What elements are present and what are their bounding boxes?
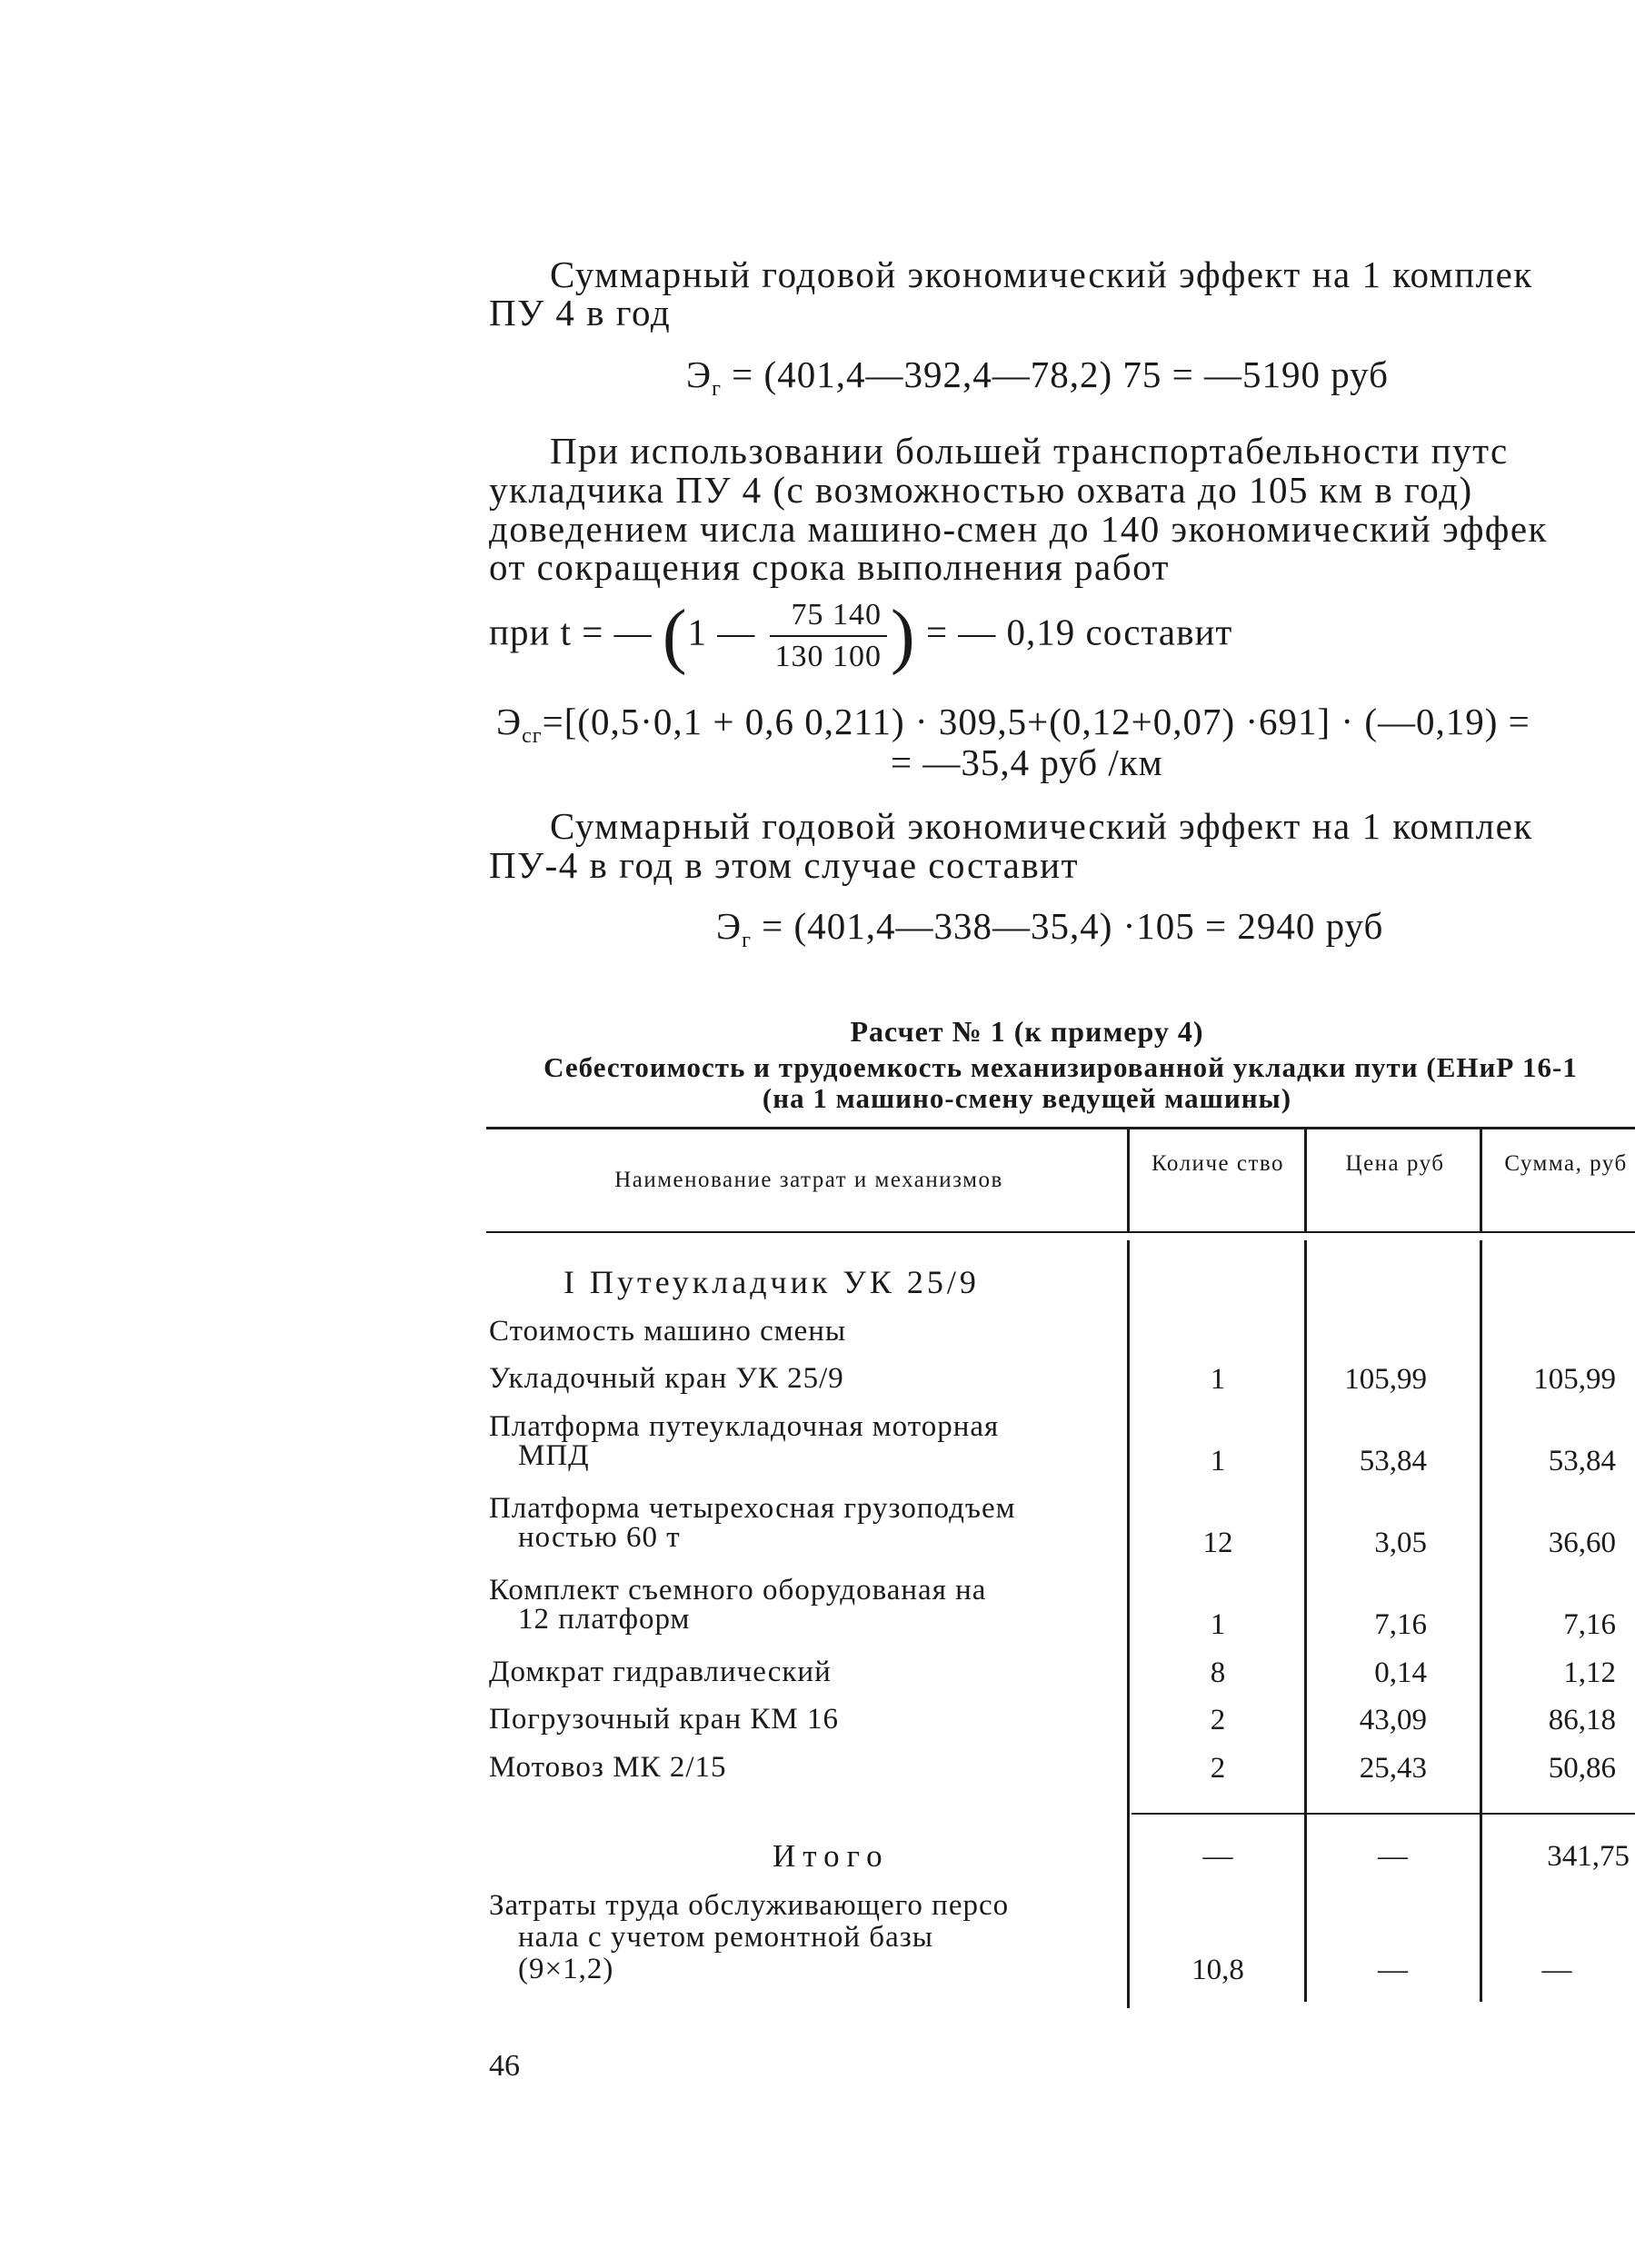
row-5-qty: 8 bbox=[1210, 1656, 1226, 1689]
paragraph-1-line-2: ПУ 4 в год bbox=[489, 292, 672, 333]
table-subcaption: (на 1 машино-смену ведущей машины) bbox=[762, 1082, 1292, 1114]
total-label: Итого bbox=[773, 1838, 890, 1874]
formula-t-coefficient: при t = — (1 — $\frac{75 140}{130 100}$ ) = — 0,19 составит bbox=[489, 596, 1233, 676]
header-divider-3 bbox=[1480, 1129, 1482, 1231]
column-divider-1-bottom bbox=[1127, 1826, 1130, 2008]
row-2-name-line-1: Платформа путеукладочная моторная bbox=[489, 1410, 1000, 1443]
table-top-rule bbox=[486, 1127, 1635, 1129]
labor-price: — bbox=[1378, 1954, 1408, 1986]
row-4-price: 7,16 bbox=[1374, 1608, 1427, 1641]
row-6-name: Погрузочный кран КМ 16 bbox=[489, 1703, 839, 1736]
row-2-qty: 1 bbox=[1210, 1445, 1226, 1477]
header-divider-2 bbox=[1304, 1129, 1307, 1231]
formula-annual-effect-2: $Э_г$ = (401,4—338—35,4) ·105 = 2940 руб bbox=[716, 905, 1384, 953]
row-7-qty: 2 bbox=[1210, 1752, 1226, 1785]
row-3-sum: 36,60 bbox=[1548, 1527, 1616, 1559]
total-rule bbox=[1132, 1813, 1635, 1815]
row-7-name: Мотовоз МК 2/15 bbox=[489, 1751, 727, 1784]
total-sum: 341,75 bbox=[1547, 1840, 1630, 1873]
paragraph-2-line-4: от сокращения срока выполнения работ bbox=[489, 546, 1170, 588]
fraction: $\frac{75 140}{130 100}$ bbox=[770, 595, 888, 677]
row-7-price: 25,43 bbox=[1359, 1752, 1427, 1785]
row-4-qty: 1 bbox=[1210, 1608, 1226, 1641]
formula-effect-sg-result: = —35,4 руб /км bbox=[891, 741, 1163, 783]
row-3-price: 3,05 bbox=[1374, 1527, 1427, 1559]
paragraph-1-line-1: Суммарный годовой экономический эффект на 1 комплек bbox=[550, 254, 1533, 295]
row-5-price: 0,14 bbox=[1374, 1656, 1427, 1689]
row-5-sum: 1,12 bbox=[1563, 1656, 1616, 1689]
row-3-name-line-1: Платформа четырехосная грузоподъем bbox=[489, 1492, 1016, 1525]
row-4-name-line-2: 12 платформ bbox=[518, 1603, 691, 1636]
row-1-sum: 105,99 bbox=[1533, 1363, 1616, 1396]
header-price: Цена руб bbox=[1345, 1151, 1445, 1176]
row-6-qty: 2 bbox=[1210, 1704, 1226, 1736]
header-sum: Сумма, руб bbox=[1504, 1151, 1628, 1176]
row-2-sum: 53,84 bbox=[1548, 1445, 1616, 1477]
paragraph-2-line-2: укладчика ПУ 4 (с возможностью охвата до 105 км в год) bbox=[489, 469, 1473, 511]
labor-qty: 10,8 bbox=[1191, 1954, 1244, 1986]
row-6-price: 43,09 bbox=[1359, 1704, 1427, 1736]
paragraph-3-line-2: ПУ-4 в год в этом случае составит bbox=[489, 844, 1080, 886]
header-qty: Количе ство bbox=[1151, 1151, 1285, 1176]
total-qty: — bbox=[1202, 1840, 1233, 1873]
calc-title: Расчет № 1 (к примеру 4) bbox=[850, 1015, 1204, 1048]
labor-name-line-2: нала с учетом ремонтной базы bbox=[518, 1921, 933, 1954]
column-divider-2 bbox=[1304, 1240, 1307, 2002]
row-1-name: Укладочный кран УК 25/9 bbox=[489, 1362, 844, 1395]
column-divider-3 bbox=[1480, 1240, 1482, 2002]
header-name: Наименование затрат и механизмов bbox=[614, 1168, 1003, 1192]
row-7-sum: 50,86 bbox=[1548, 1752, 1616, 1785]
formula-effect-sg: $Э_{сг}=[(0,5\cdot 0,1 + 0,6$ 0,211) · 309,5+(0,12+0,07) ·691] · (—0,19) = bbox=[496, 701, 1530, 749]
row-4-name-line-1: Комплект съемного оборудованая на bbox=[489, 1574, 987, 1606]
table-header-rule bbox=[486, 1231, 1635, 1233]
paragraph-2-line-1: При использовании большей транспортабельности путс bbox=[550, 430, 1509, 472]
formula-annual-effect-1: $Э_г$ = (401,4—392,4—78,2) 75 = —5190 руб bbox=[686, 353, 1390, 402]
row-1-qty: 1 bbox=[1210, 1363, 1226, 1396]
section-title: I Путеукладчик УК 25/9 bbox=[563, 1264, 980, 1300]
row-4-sum: 7,16 bbox=[1563, 1608, 1616, 1641]
labor-sum: — bbox=[1541, 1954, 1572, 1986]
total-price: — bbox=[1378, 1840, 1408, 1873]
row-3-name-line-2: ностью 60 т bbox=[518, 1521, 681, 1554]
row-5-name: Домкрат гидравлический bbox=[489, 1656, 832, 1688]
row-2-price: 53,84 bbox=[1359, 1445, 1427, 1477]
row-3-qty: 12 bbox=[1202, 1527, 1233, 1559]
page-number: 46 bbox=[489, 2049, 520, 2083]
row-1-price: 105,99 bbox=[1344, 1363, 1427, 1396]
table-caption: Себестоимость и трудоемкость механизированной укладки пути (ЕНиР 16-1 bbox=[543, 1051, 1578, 1083]
header-divider-1 bbox=[1127, 1129, 1130, 1231]
row-2-name-line-2: МПД bbox=[518, 1439, 590, 1472]
labor-name-line-3: (9×1,2) bbox=[518, 1953, 614, 1985]
row-6-sum: 86,18 bbox=[1548, 1704, 1616, 1736]
paragraph-3-line-1: Суммарный годовой экономический эффект на 1 комплек bbox=[550, 805, 1533, 847]
subsection-title: Стоимость машино смены bbox=[489, 1315, 847, 1348]
paragraph-2-line-3: доведением числа машино-смен до 140 экономический эффек bbox=[489, 508, 1548, 550]
labor-name-line-1: Затраты труда обслуживающего персо bbox=[489, 1889, 1010, 1922]
